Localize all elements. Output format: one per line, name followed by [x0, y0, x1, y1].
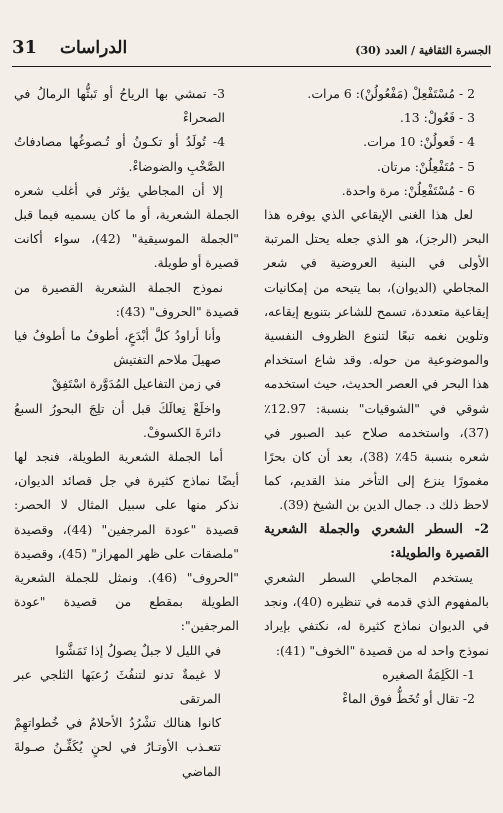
journal-issue: الجسرة الثقافية / العدد (30) — [355, 44, 491, 57]
right-column-item-8: 1- الكَلِمَةُ الصغيره — [382, 666, 475, 682]
right-column-item-0: 2 - مُسْتَفْعِلْ (مَفْعُولُنْ): 6 مرات. — [307, 86, 475, 101]
left-column — [14, 82, 239, 784]
left-column-poem-10: كانوا هنالك تشْرُدُ الأحلامُ في خُطواتهِمْ تتعـذب الأوتـارُ في لحنٍ يُكَفِّـنُ صـولةَ الماضي — [14, 715, 221, 779]
right-column-item-4: 6 - مُسْتَفْعِلُنْ: مرة واحدة. — [341, 182, 475, 198]
section-title: الدراسات — [60, 38, 128, 58]
left-column-poem-9: لا غيمةٌ تدنو لتنفُثَ رُعبَها الثلجي عبر المرتقى — [14, 666, 221, 707]
left-column-poem-5: في زمن التفاعيل المُدَوَّرة اسْتَفِقْ — [51, 376, 221, 392]
right-column-head-6: 2- السطر الشعري والجملة الشعرية القصيرة والطويلة: — [264, 521, 489, 561]
page-header — [12, 36, 491, 66]
right-column-item-1: 3 - فَعُولْ: 13. — [399, 110, 475, 126]
left-column-item-0: 3- تمشي بها الرياحُ أو تَبثُّها الرمالُ في الصحراءْ — [14, 86, 225, 126]
left-column-poem-6: واخلَعْ نِعالَكَ قبل أن تلِجَ البحورُ السبعُ دائرةَ الكسوفْ. — [14, 400, 221, 440]
page-number: 31 — [12, 37, 38, 58]
left-column-para-3: نموذج الجملة الشعرية القصيرة من قصيدة "الحروف" (43): — [14, 279, 239, 319]
right-column-para-5: لعل هذا الغنى الإيقاعي الذي يوفره هذا البحر (الرجز)، هو الذي جعله يحتل المرتبة الأولى في البنية العروضية في شعر المجاطي (الديوان)، بما يتيحه من إمكانيات إيقاعية متعددة، تسمح للشاعر بتنويع إيقاعه، وتلوين نغمه تبعًا لتنوع الظروف النفسية والموضوعية من حوله. وقد شاع استخدام هذا البحر في العصر الحديث، حيث استخدمه شوقي في "الشوقيات" بنسبة: 12.97٪ (37)، واستخدمه صلاح عبد الصبور في شعره بنسبة 45٪ (38)، بعد أن كان بحرًا مغمورًا ينزع إلى التأخر منذ القديم، كما لاحظ ذلك د. جمال الدين بن الشيخ (39). — [264, 207, 489, 513]
right-column-item-9: 2- تقال أو تُخَطُّ فوق الماءْ — [342, 691, 475, 707]
right-column — [264, 82, 489, 711]
header-rule — [12, 66, 491, 67]
left-column-poem-4: وأنا أراودُ كلَّ أبْدَعٍ، أطوفُ ما أطوفُ فيا صهيلَ ملاحم التفتيش — [14, 328, 221, 368]
right-column-para-7: يستخدم المجاطي السطر الشعري بالمفهوم الذي قدمه في تنظيره (40)، ونجد في الديوان نماذج كثيرة له، نكتفي بإيراد نموذج واحد له من قصيدة "الخوف" (41): — [264, 570, 489, 658]
left-column-poem-8: في الليل لا جبلٌ يصولُ إذا تَمَشَّوا — [55, 642, 221, 658]
right-column-item-3: 5 - مُتَفْعِلُنْ: مرتان. — [377, 158, 475, 174]
left-column-item-1: 4- تُولَدُ أو تكـونُ أو تُـصوغُها مصادفاتُ الصَّخْبِ والضوضاءْ. — [14, 134, 225, 174]
left-column-para-2: إلا أن المجاطي يؤثر في أغلب شعره الجملة الشعرية، أو ما كان يسميه فيما قبل "الجملة الموسيقية" (42)، سواء أكانت قصيرة أو طويلة. — [14, 182, 239, 271]
left-column-para-7: أما الجملة الشعرية الطويلة، فنجد لها أيضًا نماذج كثيرة في جل قصائد الديوان، نذكر منها على سبيل المثال لا الحصر: قصيدة "عودة المرجفين" (44)، وقصيدة "ملصقات على ظهر المهراز" (45)، وقصيدة "الحروف" (46). ونمثل للجملة الشعرية الطويلة بمقطع من قصيدة "عودة المرجفين": — [14, 449, 239, 634]
right-column-item-2: 4 - فَعولُنْ: 10 مرات. — [363, 134, 475, 150]
